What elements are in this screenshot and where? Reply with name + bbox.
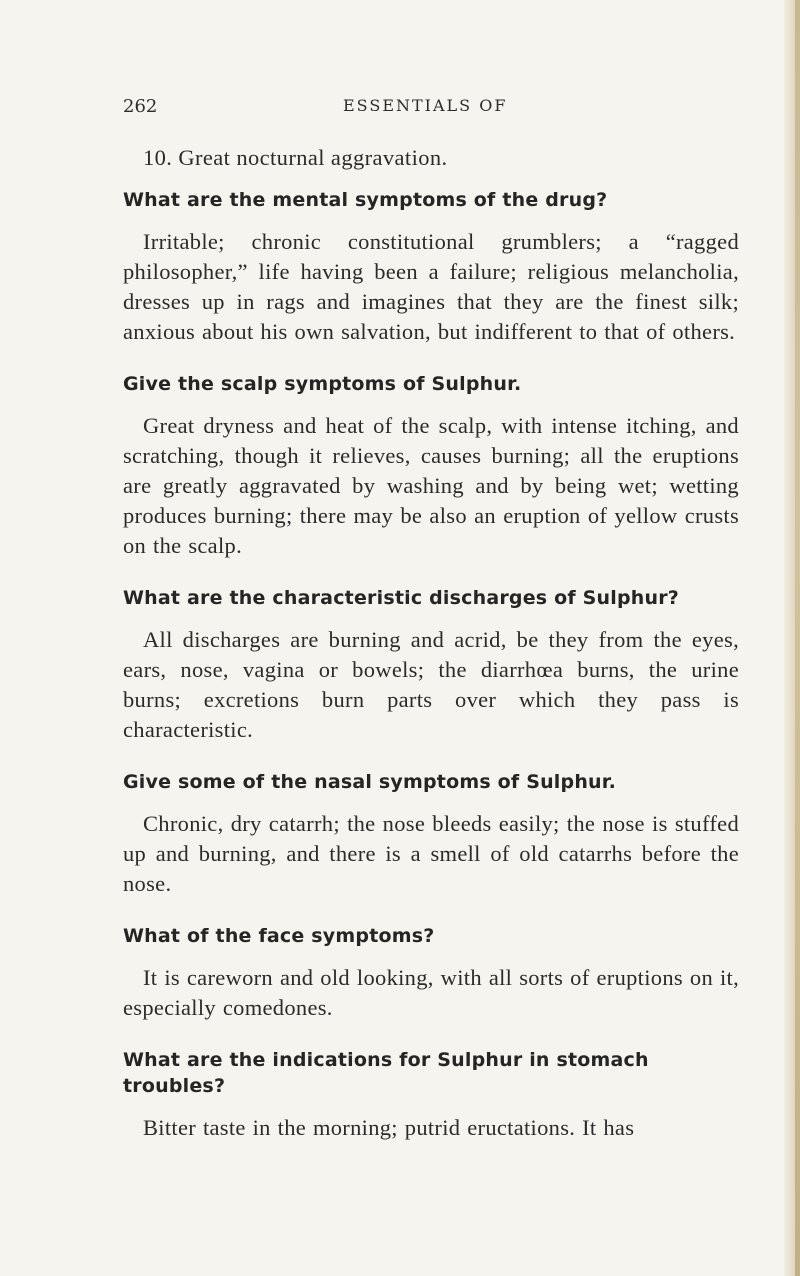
question-mental-symptoms: What are the mental symptoms of the drug?: [123, 189, 608, 211]
answer-scalp-symptoms: Great dryness and heat of the scalp, with intense itching, and scratching, though it relieves, causes burning; all the eruptions are greatly aggravated by washing and by being wet; wetting produces burning; there may be also an eruption of yellow crusts on the scalp.: [123, 413, 739, 558]
running-title: ESSENTIALS OF: [343, 96, 508, 115]
page-edge: [784, 0, 800, 1276]
question-face-symptoms: What of the face symptoms?: [123, 925, 435, 947]
answer-nasal-symptoms: Chronic, dry catarrh; the nose bleeds easily; the nose is stuffed up and burning, and there is a smell of old catarrhs before the nose.: [123, 811, 739, 896]
page-content: [123, 143, 739, 1143]
question-nasal-symptoms: Give some of the nasal symptoms of Sulphur.: [123, 771, 617, 793]
question-stomach-troubles: What are the indications for Sulphur in stomach troubles?: [123, 1049, 649, 1097]
question-scalp-symptoms: Give the scalp symptoms of Sulphur.: [123, 373, 522, 395]
intro-line: 10. Great nocturnal aggravation.: [143, 145, 448, 170]
answer-face-symptoms: It is careworn and old looking, with all sorts of eruptions on it, especially comedones.: [123, 965, 739, 1020]
answer-mental-symptoms: Irritable; chronic constitutional grumblers; a “ragged philosopher,” life having been a failure; religious melancholia, dresses up in rags and imagines that they are the finest silk; anxious about his own salvation, but indifferent to that of others.: [123, 229, 739, 344]
question-discharges: What are the characteristic discharges of Sulphur?: [123, 587, 680, 609]
answer-discharges: All discharges are burning and acrid, be they from the eyes, ears, nose, vagina or bowels; the diarrhœa burns, the urine burns; excretions burn parts over which they pass is characteristic.: [123, 627, 739, 742]
answer-stomach-troubles: Bitter taste in the morning; putrid eructations. It has: [143, 1115, 635, 1140]
page-number: 262: [123, 96, 158, 117]
running-head: [123, 96, 736, 118]
